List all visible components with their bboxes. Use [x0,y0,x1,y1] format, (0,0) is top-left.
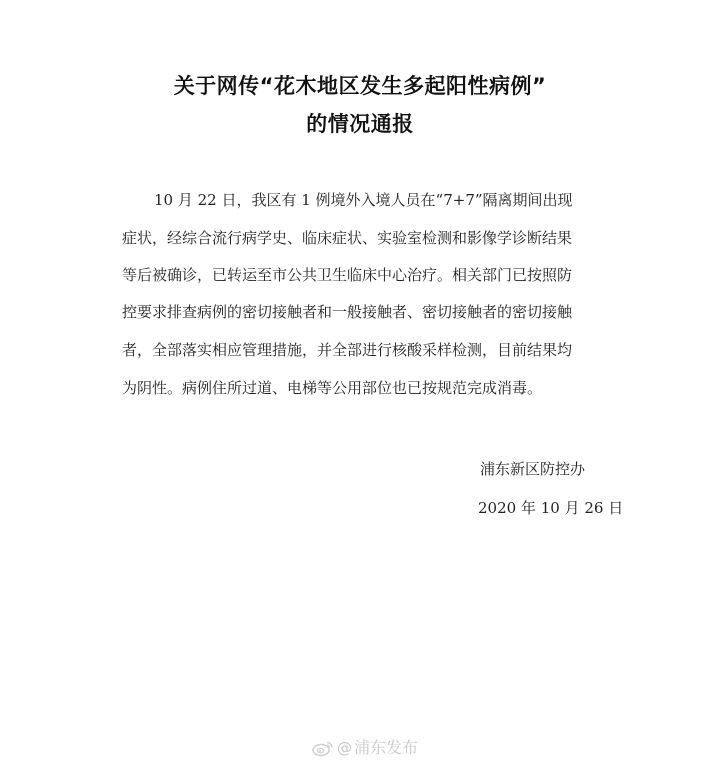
body-line: 等后被确诊，已转运至市公共卫生临床中心治疗。相关部门已按照防 [122,266,573,284]
watermark-at-symbol: @ [337,738,352,757]
notice-title-line1: 关于网传“花木地区发生多起阳性病例” [173,74,547,98]
body-line: 控要求排查病例的密切接触者和一般接触者、密切接触者的密切接触 [122,303,573,321]
notice-title-line2: 的情况通报 [306,112,414,136]
body-line: 症状，经综合流行病学史、临床症状、实验室检测和影像学诊断结果 [122,229,573,247]
signature-date: 2020 年 10 月 26 日 [478,499,624,517]
weibo-icon [312,739,334,757]
body-line: 为阴性。病例住所过道、电梯等公用部位也已按规范完成消毒。 [122,379,543,397]
watermark-account: 浦东发布 [354,738,419,757]
body-line: 者，全部落实相应管理措施，并全部进行核酸采样检测，目前结果均 [122,341,573,359]
body-line: 10 月 22 日，我区有 1 例境外入境人员在“7+7”隔离期间出现 [154,191,573,209]
signature-organization: 浦东新区防控办 [480,460,586,478]
weibo-watermark [312,739,418,757]
